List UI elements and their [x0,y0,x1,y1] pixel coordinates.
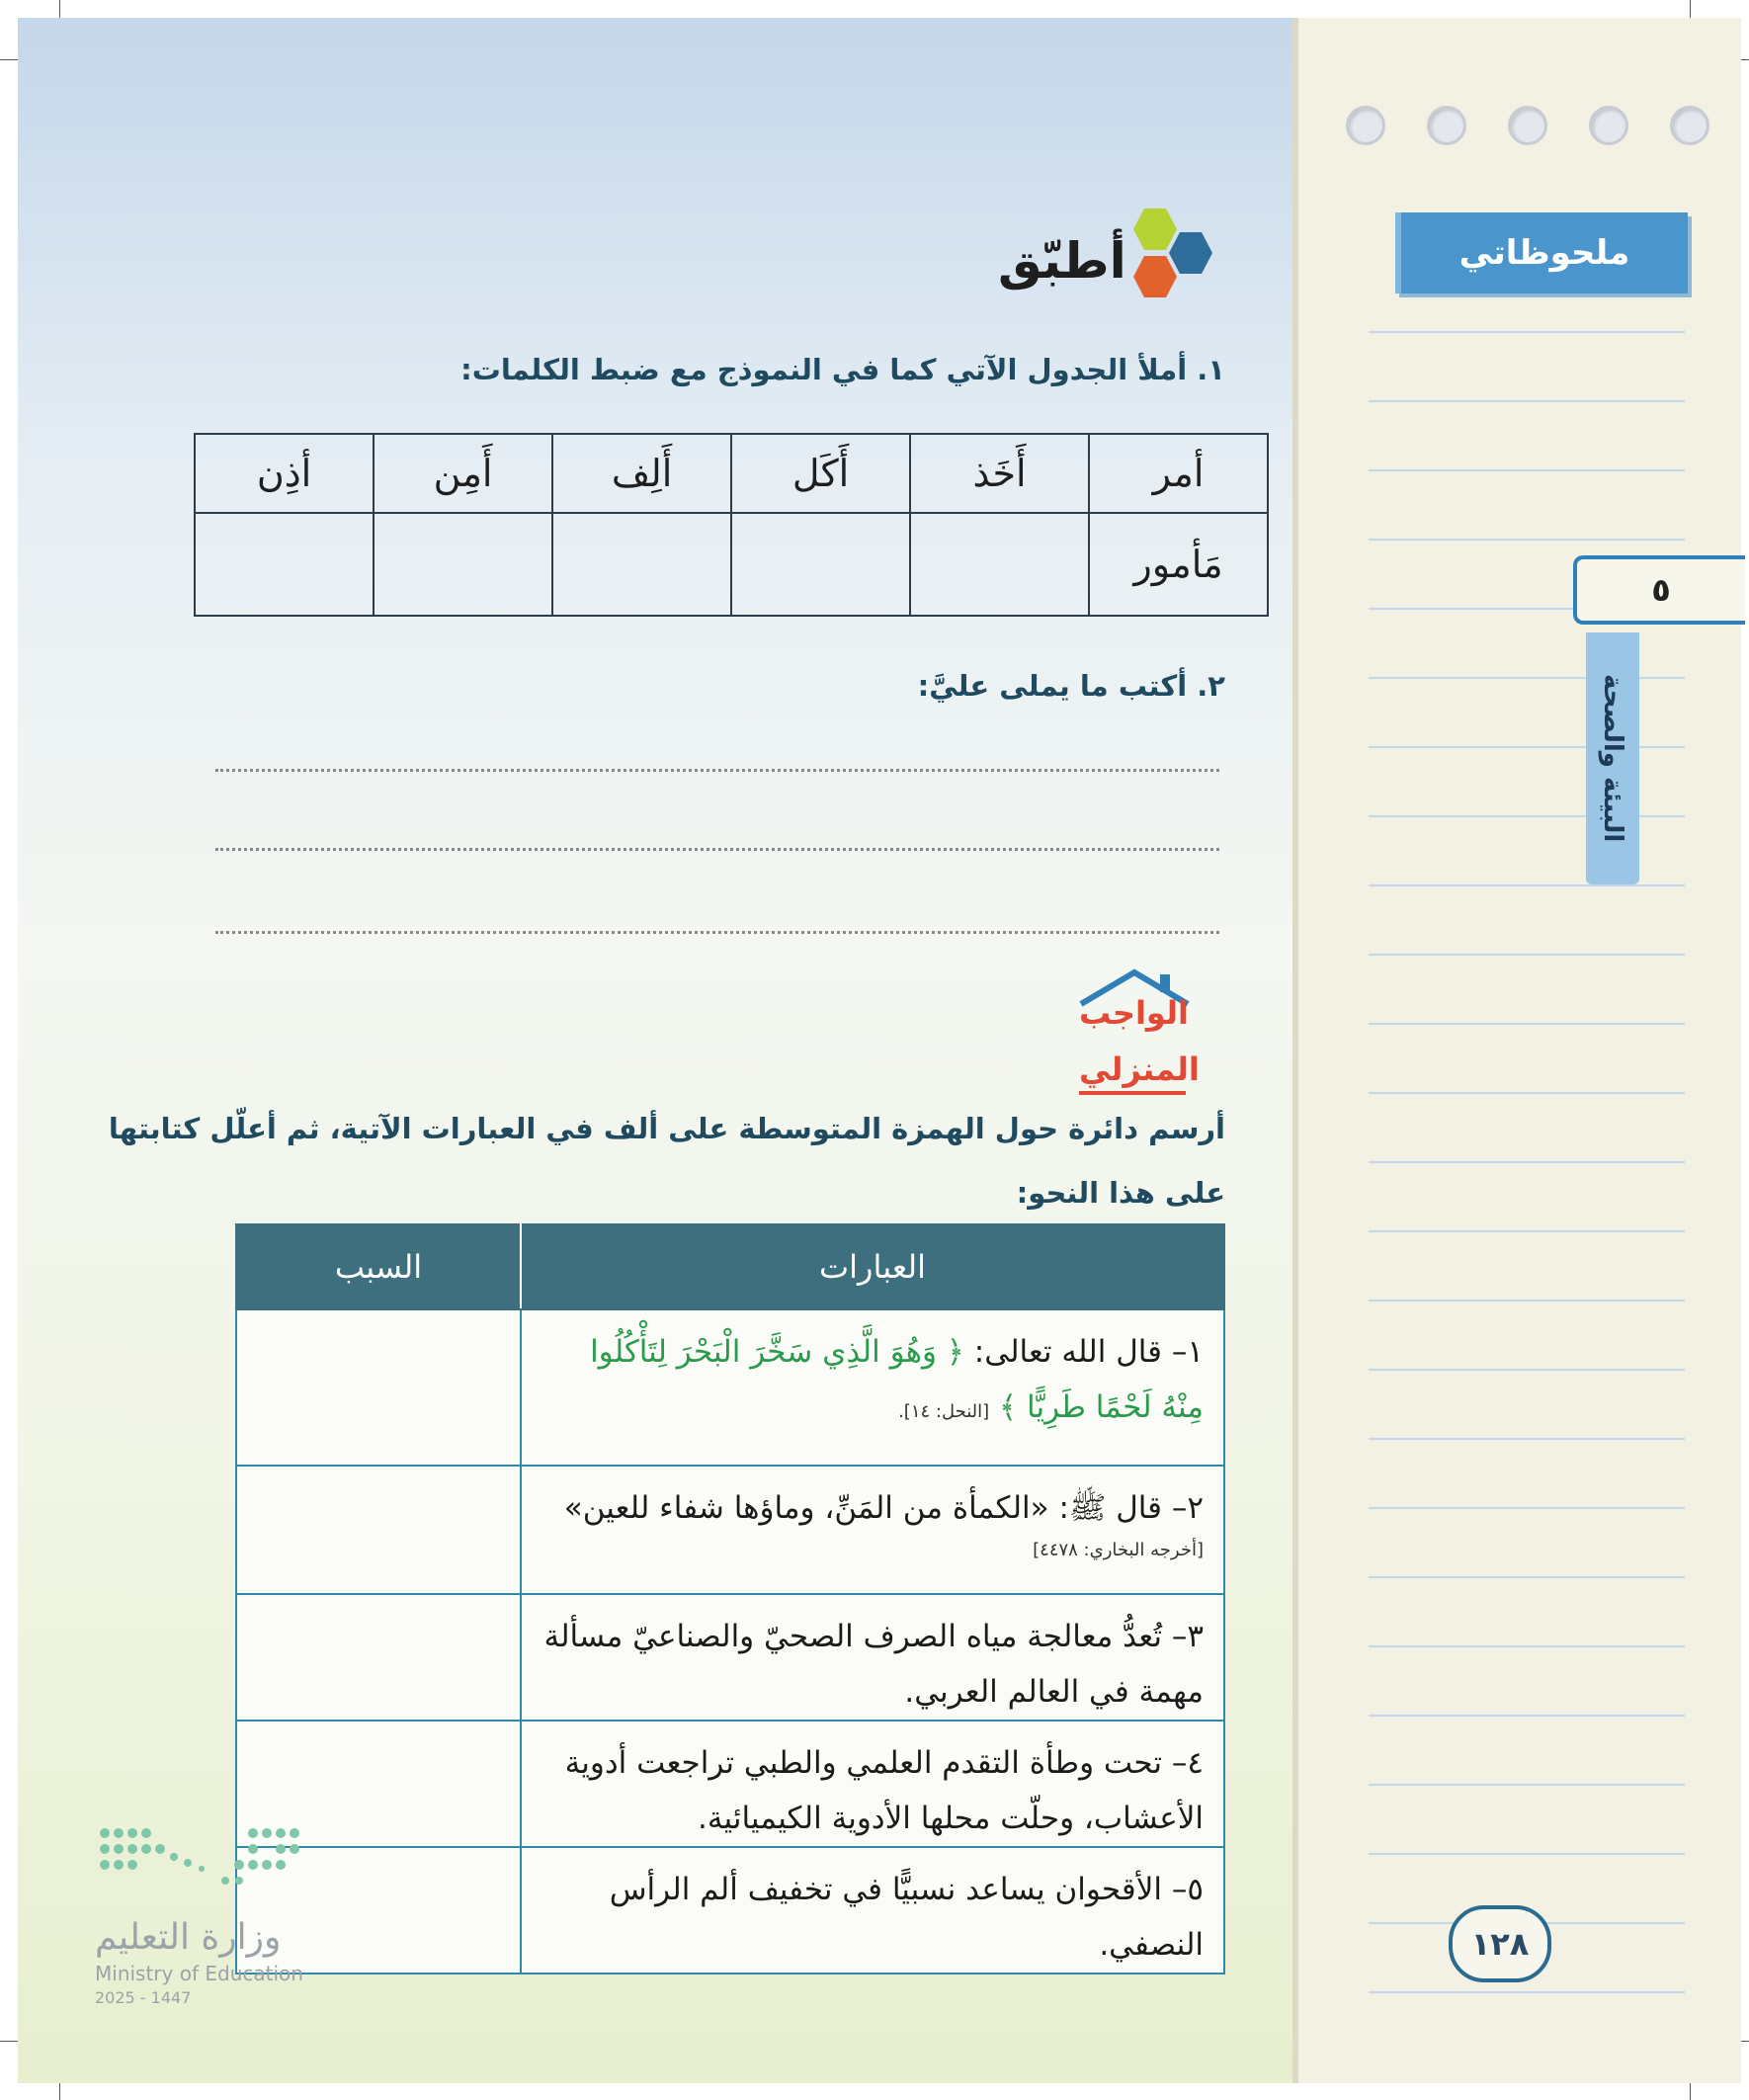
question-2-prompt: ٢. أكتب ما يملى عليَّ: [917,669,1225,703]
table-row [236,1309,1224,1466]
binder-hole [1670,106,1709,145]
note-line [1369,954,1685,956]
table-row [236,1847,1224,1974]
note-line [1369,1507,1685,1509]
table-row [236,1466,1224,1594]
binder-hole [1589,106,1628,145]
note-line [1369,884,1685,886]
note-line [1369,469,1685,471]
phrase-cell: ٣– تُعدُّ معالجة مياه الصرف الصحيّ والصناعيّ مسألة مهمة في العالم العربي. [521,1594,1224,1721]
question-1-prompt: ١. أملأ الجدول الآتي كما في النموذج مع ضبط الكلمات: [460,353,1225,386]
answer-cell[interactable] [195,513,374,616]
dictation-line[interactable] [215,769,1219,772]
phrases-table [235,1223,1225,1974]
reason-cell[interactable] [236,1309,521,1466]
phrase-cell [521,1309,1224,1466]
table-row [236,1721,1224,1847]
notes-tab: ملحوظاتي [1395,212,1688,294]
column-header-reason: السبب [236,1224,521,1309]
note-line [1369,1161,1685,1163]
ministry-logo-icon [95,1823,312,1902]
note-line [1369,539,1685,541]
homework-underline [1079,1091,1186,1095]
note-line [1369,1438,1685,1440]
note-line [1369,331,1685,333]
note-line [1369,1576,1685,1578]
ministry-year: 2025 - 1447 [95,1988,192,2007]
verse-reference: [النحل: ١٤]. [898,1401,990,1422]
note-line [1369,1784,1685,1786]
unit-number: ٥ [1573,555,1745,625]
answer-cell[interactable] [374,513,552,616]
answer-cell: مَأمور [1089,513,1268,616]
word-cell: أَمِن [374,434,552,513]
phrase-cell [521,1466,1224,1594]
answer-cell[interactable] [910,513,1089,616]
homework-instruction: أرسم دائرة حول الهمزة المتوسطة على ألف في العبارات الآتية، ثم أعلّل كتابتها [108,1112,1225,1145]
dictation-line[interactable] [215,848,1219,851]
homework-label: الواجب [1079,994,1189,1032]
note-line [1369,1715,1685,1717]
unit-title: البيئة والصحة [1586,632,1639,884]
binder-hole [1346,106,1385,145]
phrase-cell: ٤– تحت وطأة التقدم العلمي والطبي تراجعت أدوية الأعشاب، وحلّت محلها الأدوية الكيميائية. [521,1721,1224,1847]
binder-hole [1427,106,1466,145]
quran-verse: ﴿ وَهُوَ الَّذِي سَخَّرَ الْبَحْرَ لِتَأْكُلُوا مِنْهُ لَحْمًا طَرِيًّا ﴾ [590,1334,1204,1425]
phrase-prefix: ١– قال الله تعالى: [963,1334,1204,1370]
note-line [1369,1369,1685,1371]
reason-cell[interactable] [236,1466,521,1594]
page-number: ١٢٨ [1449,1905,1551,1982]
word-cell: أَلِف [552,434,731,513]
note-line [1369,1092,1685,1094]
note-line [1369,1300,1685,1302]
note-line [1369,1853,1685,1855]
answer-cell[interactable] [552,513,731,616]
note-line [1369,1645,1685,1647]
word-table [194,433,1269,617]
binder-hole [1508,106,1547,145]
ministry-name-english: Ministry of Education [95,1962,303,1985]
word-cell: أمر [1089,434,1268,513]
phrase-text: ٢– قال ﷺ: «الكمأة من المَنِّ، وماؤها شفاء للعين» [563,1490,1204,1526]
answer-cell[interactable] [731,513,910,616]
note-line [1369,1991,1685,1993]
note-line [1369,400,1685,402]
word-cell: أَكَل [731,434,910,513]
dictation-line[interactable] [215,931,1219,934]
page-title: أطبّق [998,232,1126,290]
ministry-name-arabic: وزارة التعليم [95,1917,282,1958]
table-row [236,1594,1224,1721]
notes-margin [1292,18,1741,2083]
column-header-phrases: العبارات [521,1224,1224,1309]
hadith-reference: [أخرجه البخاري: ٤٤٧٨] [1033,1540,1204,1560]
word-cell: أذِن [195,434,374,513]
note-line [1369,1023,1685,1025]
reason-cell[interactable] [236,1594,521,1721]
word-cell: أَخَذ [910,434,1089,513]
note-line [1369,1230,1685,1232]
homework-instruction: على هذا النحو: [1016,1176,1225,1210]
phrase-cell: ٥– الأقحوان يساعد نسبيًّا في تخفيف ألم الرأس النصفي. [521,1847,1224,1974]
homework-label: المنزلي [1079,1050,1200,1088]
